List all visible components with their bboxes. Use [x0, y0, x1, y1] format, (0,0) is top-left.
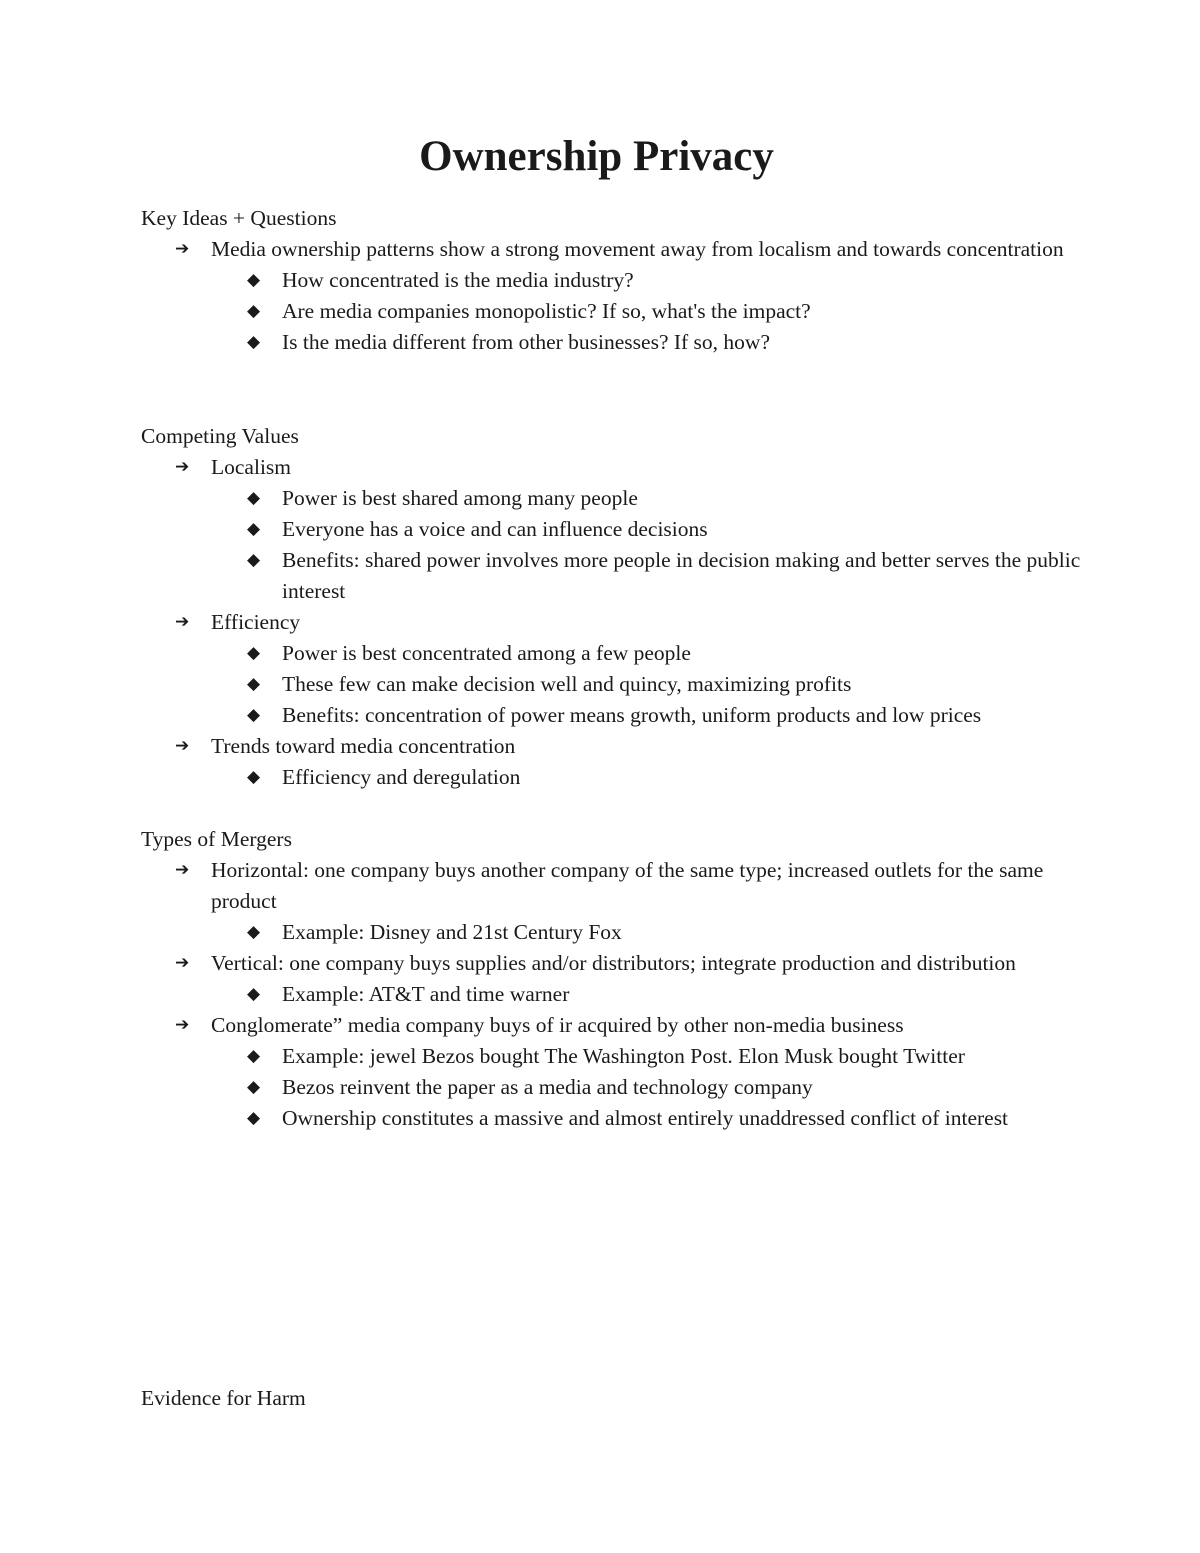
diamond-bullet-icon: ◆: [247, 674, 261, 694]
list-item: [141, 607, 1081, 638]
diamond-bullet-icon: ◆: [247, 270, 261, 290]
section-evidence-for-harm: [141, 1383, 1081, 1414]
sub-list-item: [141, 1072, 1081, 1103]
sub-list-item-text: Benefits: concentration of power means growth, uniform products and low prices: [282, 703, 982, 727]
list-item-text: Efficiency: [211, 610, 301, 634]
sub-list-item-text: Efficiency and deregulation: [282, 765, 521, 789]
sub-list-item-text: Power is best shared among many people: [282, 486, 638, 510]
list-item-text: Localism: [211, 455, 292, 479]
list-item: [141, 1010, 1081, 1041]
section-heading: Key Ideas + Questions: [141, 206, 337, 230]
arrow-right-icon: ➔: [175, 736, 190, 756]
list-item: [141, 731, 1081, 762]
list-item: [141, 452, 1081, 483]
section-heading: Evidence for Harm: [141, 1386, 306, 1410]
section-key-ideas: [141, 203, 1081, 358]
list-item: [141, 855, 1081, 917]
sub-list-item: [141, 1103, 1081, 1134]
sub-list-item-text: Ownership constitutes a massive and almost entirely unaddressed conflict of interest: [282, 1106, 1009, 1130]
sub-list-item-text: Benefits: shared power involves more people in decision making and better serves the public interest: [282, 548, 1081, 603]
sub-list-item: [141, 483, 1081, 514]
sub-list-item: [141, 265, 1081, 296]
sub-list-item: [141, 762, 1081, 793]
sub-list-item-text: Are media companies monopolistic? If so, what's the impact?: [282, 299, 811, 323]
sub-list-item-text: How concentrated is the media industry?: [282, 268, 634, 292]
sub-list-item: [141, 545, 1081, 607]
sub-list-item: [141, 1041, 1081, 1072]
section-heading: Types of Mergers: [141, 827, 292, 851]
sub-list-item-text: Bezos reinvent the paper as a media and technology company: [282, 1075, 813, 1099]
diamond-bullet-icon: ◆: [247, 301, 261, 321]
sub-list-item-text: Everyone has a voice and can influence decisions: [282, 517, 708, 541]
diamond-bullet-icon: ◆: [247, 922, 261, 942]
sub-list-item: [141, 669, 1081, 700]
diamond-bullet-icon: ◆: [247, 332, 261, 352]
sub-list-item: [141, 979, 1081, 1010]
diamond-bullet-icon: ◆: [247, 519, 261, 539]
diamond-bullet-icon: ◆: [247, 550, 261, 570]
list-item-text: Horizontal: one company buys another company of the same type; increased outlets for the same product: [211, 858, 1044, 913]
diamond-bullet-icon: ◆: [247, 984, 261, 1004]
sub-list-item-text: Example: AT&T and time warner: [282, 982, 570, 1006]
sub-list-item-text: Power is best concentrated among a few people: [282, 641, 691, 665]
diamond-bullet-icon: ◆: [247, 705, 261, 725]
diamond-bullet-icon: ◆: [247, 1077, 261, 1097]
arrow-right-icon: ➔: [175, 457, 190, 477]
arrow-right-icon: ➔: [175, 1015, 190, 1035]
sub-list-item-text: Example: jewel Bezos bought The Washington Post. Elon Musk bought Twitter: [282, 1044, 965, 1068]
sub-list-item-text: Example: Disney and 21st Century Fox: [282, 920, 622, 944]
arrow-right-icon: ➔: [175, 239, 190, 259]
sub-list-item-text: These few can make decision well and quincy, maximizing profits: [282, 672, 852, 696]
diamond-bullet-icon: ◆: [247, 767, 261, 787]
diamond-bullet-icon: ◆: [247, 488, 261, 508]
sub-list-item: [141, 700, 1081, 731]
list-item-text: Trends toward media concentration: [211, 734, 516, 758]
list-item-text: Media ownership patterns show a strong movement away from localism and towards concentration: [211, 237, 1064, 261]
sub-list-item: [141, 638, 1081, 669]
page-title: Ownership Privacy: [419, 133, 774, 180]
diamond-bullet-icon: ◆: [247, 1046, 261, 1066]
diamond-bullet-icon: ◆: [247, 1108, 261, 1128]
sub-list-item: [141, 917, 1081, 948]
sub-list-item-text: Is the media different from other businesses? If so, how?: [282, 330, 770, 354]
arrow-right-icon: ➔: [175, 953, 190, 973]
list-item: [141, 234, 1081, 265]
arrow-right-icon: ➔: [175, 612, 190, 632]
section-types-of-mergers: [141, 824, 1081, 1134]
diamond-bullet-icon: ◆: [247, 643, 261, 663]
list-item-text: Conglomerate” media company buys of ir acquired by other non-media business: [211, 1013, 904, 1037]
list-item-text: Vertical: one company buys supplies and/or distributors; integrate production and distribution: [211, 951, 1016, 975]
list-item: [141, 948, 1081, 979]
section-competing-values: [141, 421, 1081, 793]
sub-list-item: [141, 296, 1081, 327]
section-heading: Competing Values: [141, 424, 299, 448]
arrow-right-icon: ➔: [175, 860, 190, 880]
sub-list-item: [141, 514, 1081, 545]
sub-list-item: [141, 327, 1081, 358]
